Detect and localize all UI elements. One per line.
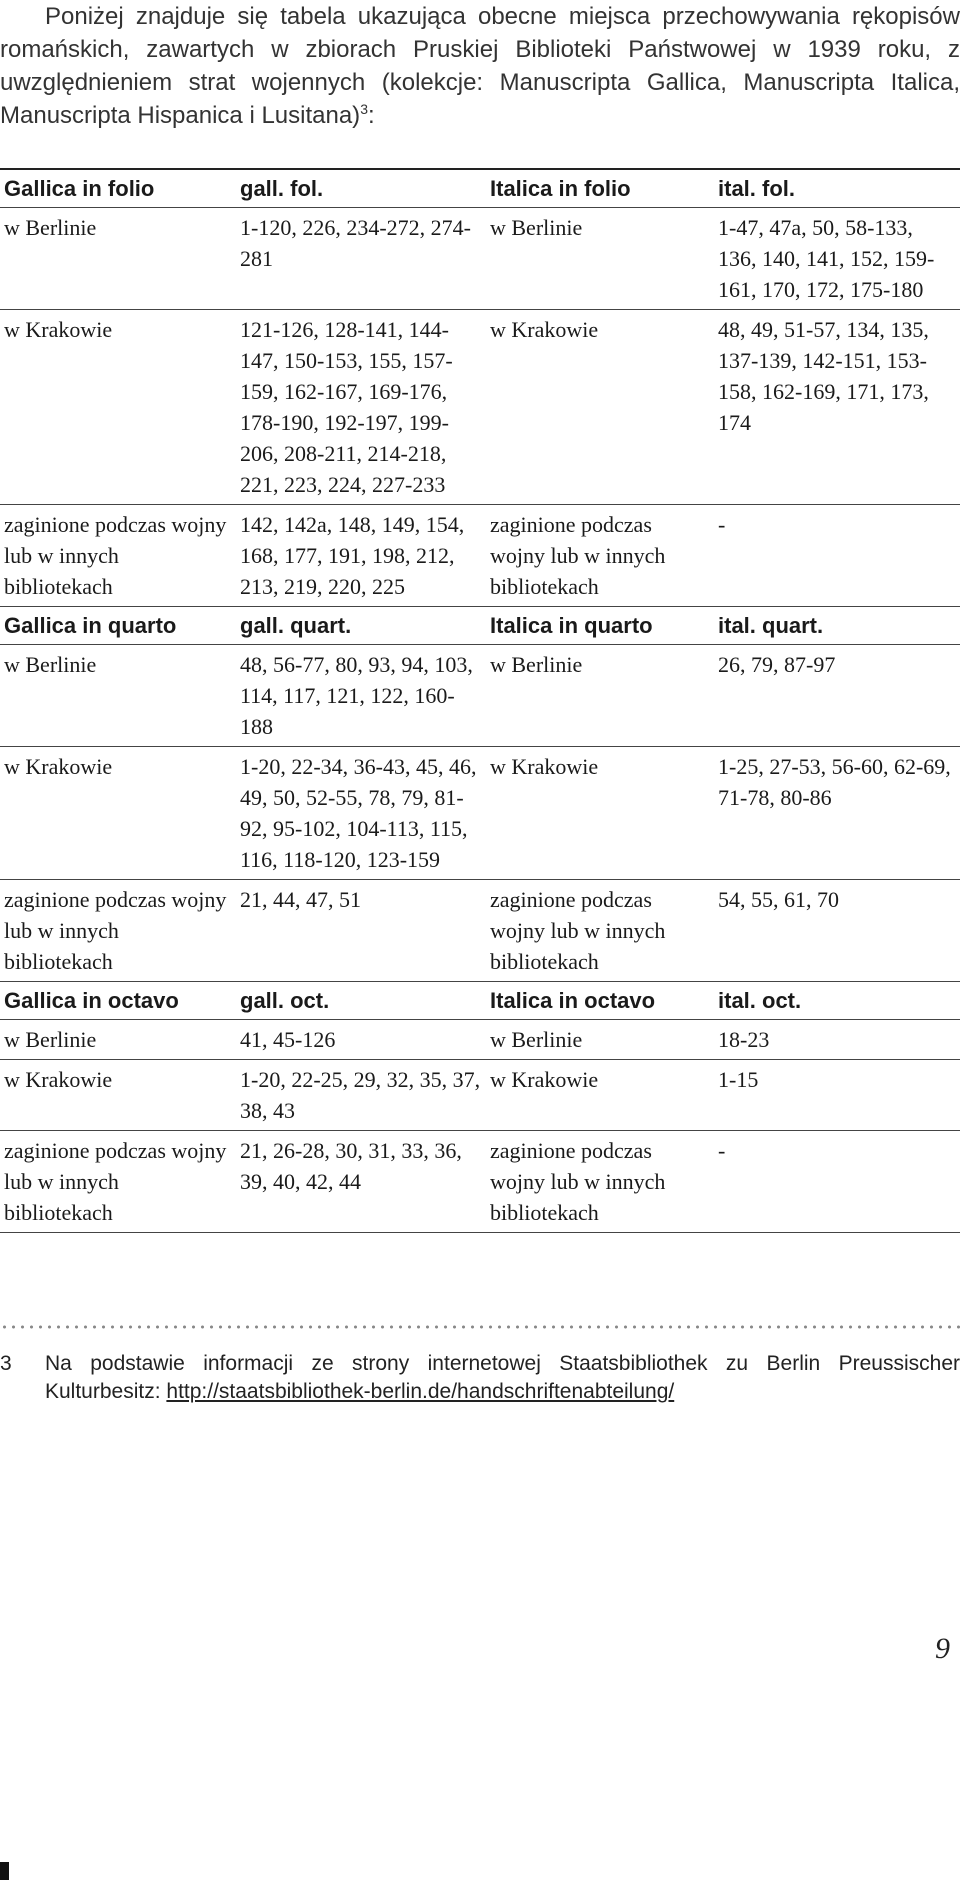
table-row — [0, 1131, 960, 1233]
header-cell: gall. quart. — [236, 607, 486, 645]
location-cell: w Krakowie — [486, 310, 714, 505]
location-cell: zaginione podczas wojny lub w innych bibliotekach — [0, 505, 236, 607]
location-cell: zaginione podczas wojny lub w innych bibliotekach — [0, 1131, 236, 1233]
footnote-body — [45, 1350, 960, 1406]
crop-mark — [0, 1862, 9, 1880]
table-row — [0, 1060, 960, 1131]
shelfmark-cell: 18-23 — [714, 1020, 960, 1060]
shelfmark-cell: 21, 26-28, 30, 31, 33, 36, 39, 40, 42, 44 — [236, 1131, 486, 1233]
shelfmark-cell: 21, 44, 47, 51 — [236, 880, 486, 982]
shelfmark-cell: 1-15 — [714, 1060, 960, 1131]
location-cell: zaginione podczas wojny lub w innych bibliotekach — [486, 1131, 714, 1233]
location-cell: w Berlinie — [0, 645, 236, 747]
footnote-separator — [0, 1325, 960, 1329]
location-cell: w Krakowie — [0, 1060, 236, 1131]
shelfmark-cell: 1-20, 22-34, 36-43, 45, 46, 49, 50, 52-55, 78, 79, 81-92, 95-102, 104-113, 115, 116, 118-120, 123-159 — [236, 747, 486, 880]
intro-tail: : — [367, 102, 375, 129]
shelfmark-cell: 121-126, 128-141, 144-147, 150-153, 155, 157-159, 162-167, 169-176, 178-190, 192-197, 199-206, 208-211, 214-218, 221, 223, 224, 227-233 — [236, 310, 486, 505]
header-cell: Gallica in octavo — [0, 982, 236, 1020]
header-cell: Gallica in folio — [0, 169, 236, 208]
location-cell: zaginione podczas wojny lub w innych bibliotekach — [0, 880, 236, 982]
page-number: 9 — [935, 1632, 950, 1665]
table-row — [0, 747, 960, 880]
footnote — [0, 1350, 960, 1406]
header-cell: Italica in octavo — [486, 982, 714, 1020]
shelfmark-cell: 142, 142a, 148, 149, 154, 168, 177, 191, 198, 212, 213, 219, 220, 225 — [236, 505, 486, 607]
section-header-octavo — [0, 982, 960, 1020]
manuscripts-table — [0, 168, 960, 1233]
location-cell: zaginione podczas wojny lub w innych bibliotekach — [486, 505, 714, 607]
header-cell: Italica in quarto — [486, 607, 714, 645]
shelfmark-cell: 1-25, 27-53, 56-60, 62-69, 71-78, 80-86 — [714, 747, 960, 880]
table-row — [0, 208, 960, 310]
location-cell: w Berlinie — [486, 645, 714, 747]
location-cell: w Krakowie — [486, 747, 714, 880]
footnote-number: 3 — [0, 1352, 12, 1375]
shelfmark-cell: 1-47, 47a, 50, 58-133, 136, 140, 141, 152, 159-161, 170, 172, 175-180 — [714, 208, 960, 310]
shelfmark-cell: 54, 55, 61, 70 — [714, 880, 960, 982]
shelfmark-cell: 41, 45-126 — [236, 1020, 486, 1060]
intro-paragraph — [0, 0, 960, 132]
intro-text: Poniżej znajduje się tabela ukazująca obecne miejsca przechowywania rękopisów romańskich, zawartych w zbiorach Pruskiej Biblioteki Państwowej w 1939 roku, z uwzględnieniem strat wojennych (kolekcje: Manuscripta Gallica, Manuscripta Italica, Manuscripta Hispanica i Lusitana) — [0, 3, 960, 129]
shelfmark-cell: - — [714, 505, 960, 607]
table-row — [0, 1020, 960, 1060]
location-cell: w Berlinie — [0, 208, 236, 310]
header-cell: ital. fol. — [714, 169, 960, 208]
header-cell: gall. oct. — [236, 982, 486, 1020]
shelfmark-cell: 26, 79, 87-97 — [714, 645, 960, 747]
shelfmark-cell: 48, 56-77, 80, 93, 94, 103, 114, 117, 121, 122, 160-188 — [236, 645, 486, 747]
location-cell: w Berlinie — [486, 1020, 714, 1060]
shelfmark-cell: - — [714, 1131, 960, 1233]
location-cell: w Berlinie — [486, 208, 714, 310]
table-row — [0, 880, 960, 982]
table-row — [0, 310, 960, 505]
header-cell: gall. fol. — [236, 169, 486, 208]
location-cell: w Krakowie — [0, 747, 236, 880]
footnote-link[interactable]: http://staatsbibliothek-berlin.de/handschriftenabteilung/ — [166, 1380, 675, 1403]
header-cell: Italica in folio — [486, 169, 714, 208]
section-header-folio — [0, 169, 960, 208]
header-cell: Gallica in quarto — [0, 607, 236, 645]
footnote-text: Na podstawie informacji ze strony internetowej Staatsbibliothek zu Berlin Preussischer Kulturbesitz: — [45, 1352, 960, 1403]
section-header-quarto — [0, 607, 960, 645]
location-cell: w Krakowie — [0, 310, 236, 505]
shelfmark-cell: 48, 49, 51-57, 134, 135, 137-139, 142-151, 153-158, 162-169, 171, 173, 174 — [714, 310, 960, 505]
table-row — [0, 505, 960, 607]
footnote-ref[interactable]: 3 — [360, 101, 368, 117]
header-cell: ital. oct. — [714, 982, 960, 1020]
location-cell: zaginione podczas wojny lub w innych bibliotekach — [486, 880, 714, 982]
shelfmark-cell: 1-120, 226, 234-272, 274-281 — [236, 208, 486, 310]
table-row — [0, 645, 960, 747]
shelfmark-cell: 1-20, 22-25, 29, 32, 35, 37, 38, 43 — [236, 1060, 486, 1131]
header-cell: ital. quart. — [714, 607, 960, 645]
location-cell: w Berlinie — [0, 1020, 236, 1060]
location-cell: w Krakowie — [486, 1060, 714, 1131]
